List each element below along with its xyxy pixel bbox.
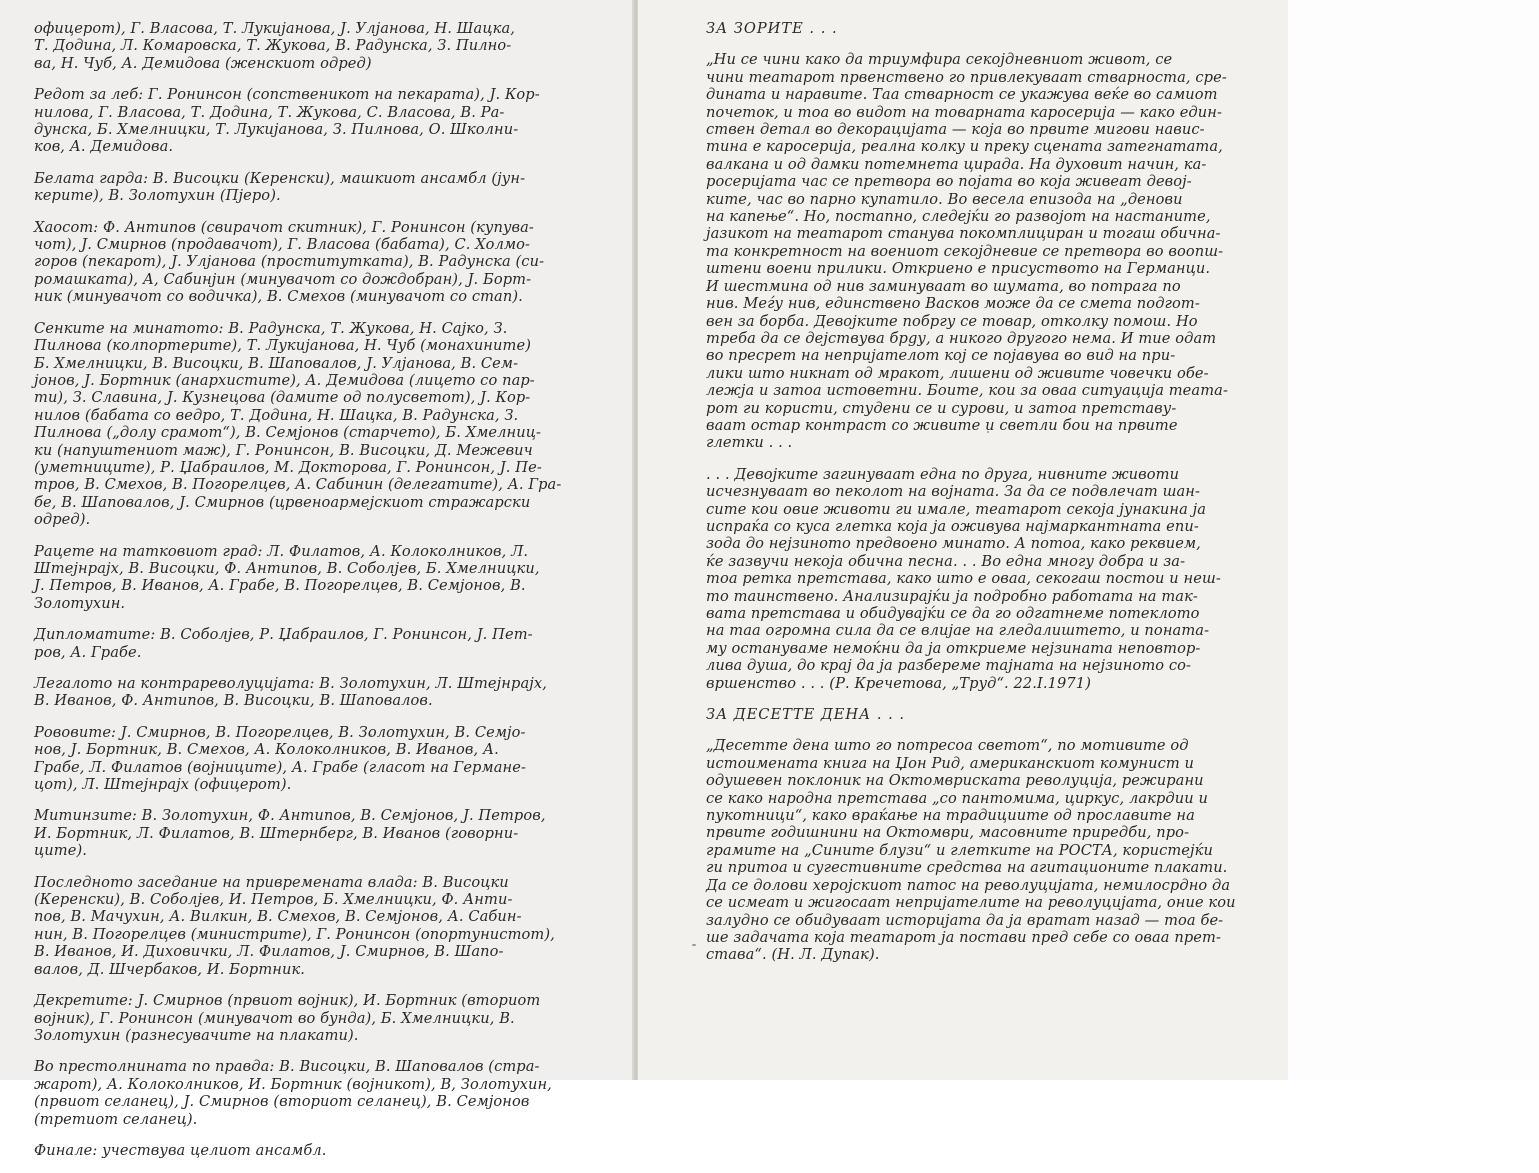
cast-paragraph: [34, 219, 556, 306]
text-line: Дипломатите: В. Соболјев, Р. Џабраилов, Г. Ронинсон, Ј. Пет-: [34, 626, 533, 644]
text-line: (првиот селанец), Ј. Смирнов (вториот селанец), В. Семјонов: [34, 1093, 530, 1111]
text-line: залудно се обидуваат историјата да ја вратат назад — тоа бе-: [706, 911, 1224, 929]
text-line: Б. Хмелницки, В. Висоцки, В. Шаповалов, Ј. Улјанова, В. Сем-: [34, 354, 519, 372]
text-line: вата претстава и обидувајќи се да го одгатнеме потеклото: [706, 605, 1200, 622]
text-line: офицерот), Г. Власова, Т. Лукијанова, Ј. Улјанова, Н. Шацка,: [34, 20, 515, 37]
text-line: Легалото на контрареволуцијата: В. Золотухин, Л. Штејнрајх,: [34, 675, 547, 692]
text-line: Митинзите: В. Золотухин, Ф. Антипов, В. Семјонов, Ј. Петров,: [34, 807, 546, 825]
text-line: керите), В. Золотухин (Пјеро).: [34, 187, 281, 205]
cast-paragraph: [34, 874, 556, 978]
text-line: нив. Меѓу нив, единствено Васков може да се смета подгот-: [706, 295, 1200, 313]
text-line: Золотухин (разнесувачите на плакати).: [34, 1026, 359, 1044]
text-line: почеток, и тоа во видот на товарната каросерија — како един-: [706, 103, 1223, 121]
text-line: (Керенски), В. Соболјев, И. Петров, Б. Хмелницки, Ф. Анти-: [34, 891, 513, 909]
text-line: се исмеат и жигосаат непријателите на револуцијата, оние кои: [706, 894, 1236, 912]
cast-paragraph: [34, 992, 556, 1044]
text-line: треба да се дејствува брgу, а никого другого нема. И тие одат: [706, 329, 1217, 347]
text-line: чот), Ј. Смирнов (продавачот), Г. Власова (бабата), С. Холмо-: [34, 236, 531, 254]
text-line: глетки . . .: [706, 434, 793, 452]
text-line: се како народна претстава „со пантомима, циркус, лакрдии и: [706, 789, 1208, 807]
text-line: ник (минувачот со водичка), В. Смехов (минувачот со стап).: [34, 288, 523, 306]
text-line: Хаосот: Ф. Антипов (свирачот скитник), Г. Ронинсон (купува-: [34, 218, 534, 236]
text-line: нин, В. Погорелцев (министрите), Г. Ронинсон (опортунистот),: [34, 925, 555, 943]
text-line: ров, А. Грабе.: [34, 643, 142, 661]
text-line: испраќа со куса глетка која ја оживува најмаркантната епи-: [706, 517, 1199, 535]
text-line: пов, В. Мачухин, А. Вилкин, В. Смехов, В. Семјонов, А. Сабин-: [34, 908, 522, 926]
text-line: јазикот на театарот станува покомплициран и тогаш обична-: [706, 225, 1221, 243]
text-line: на таа огромна сила да се влијае на гледалиштето, и поната-: [706, 622, 1210, 640]
cast-paragraph: [34, 626, 556, 661]
text-line: тров, В. Смехов, В. Погорелцев, А. Сабинин (делегатите), А. Гра-: [34, 476, 562, 494]
cast-paragraph: [34, 86, 556, 156]
text-line: И шестмина од нив заминуваат во шумата, во потрага по: [706, 277, 1181, 295]
text-line: во пресрет на непријателот кој се појавува во вид на при-: [706, 347, 1176, 365]
review-paragraph: [706, 466, 1230, 692]
text-line: ки (напуштениот маж), Г. Ронинсон, В. Висоцки, Д. Межевич: [34, 441, 533, 459]
text-line: В. Иванов, И. Диховички, Л. Филатов, Ј. Смирнов, В. Шапо-: [34, 943, 504, 961]
text-line: ти), З. Славина, Ј. Кузнецова (дамите од полусветот), Ј. Кор-: [34, 389, 531, 407]
text-line: Сенките на минатото: В. Радунска, Т. Жукова, Н. Сајко, З.: [34, 319, 508, 337]
text-line: ствен детал во декорацијата — која во првите мигови навис-: [706, 121, 1205, 139]
text-line: војник), Г. Ронинсон (минувачот во бунда), Б. Хмелницки, В.: [34, 1009, 515, 1027]
text-line: нов, Ј. Бортник, В. Смехов, А. Колоколников, В. Иванов, А.: [34, 741, 499, 759]
cast-paragraph: [34, 170, 556, 205]
text-line: Штејнрајх, В. Висоцки, Ф. Антипов, В. Соболјев, Б. Хмелницки,: [34, 559, 540, 577]
text-line: првите годишнини на Октомври, масовните приредби, про-: [706, 824, 1190, 842]
text-line: Ј. Петров, В. Иванов, А. Грабе, В. Погорелцев, В. Семјонов, В.: [34, 577, 526, 595]
cast-paragraph: [34, 724, 556, 794]
text-line: ва, Н. Чуб, А. Демидова (женскиот одред): [34, 54, 372, 72]
text-line: рот ги користи, студени се и сурови, и затоа претставу-: [706, 399, 1177, 417]
text-line: ваат остар контраст со живите и светли бои на првите: [706, 416, 1178, 434]
text-line: И. Бортник, Л. Филатов, В. Штернберг, В. Иванов (говорни-: [34, 824, 519, 842]
text-line: цот), Л. Штејнрајх (офицерот).: [34, 776, 292, 794]
cast-paragraph: [34, 1142, 556, 1159]
cast-list-column: [34, 20, 562, 1173]
text-line: лики што никнат од мракот, лишени од живите човечки обе-: [706, 364, 1209, 382]
text-line: „Ни се чини како да триумфира секојдневниот живот, се: [706, 51, 1173, 69]
section-deset-dena-body: [706, 737, 1236, 964]
text-line: Декретите: Ј. Смирнов (првиот војник), И. Бортник (вториот: [34, 992, 541, 1010]
text-line: Во престолнината по правда: В. Висоцки, В. Шаповалов (стра-: [34, 1058, 540, 1076]
text-line: . . . Девојките загинуваат една по друга, нивните животи: [706, 465, 1180, 483]
text-line: В. Иванов, Ф. Антипов, В. Висоцки, В. Шаповалов.: [34, 692, 433, 710]
text-line: валкана и од дамки потемнета цирада. На духовит начин, ка-: [706, 155, 1207, 173]
text-line: вршенство . . . (Р. Кречетова, „Труд“. 22.I.1971): [706, 674, 1091, 692]
section-heading-deset-dena: ЗА ДЕСЕТТЕ ДЕНА . . .: [706, 706, 906, 724]
text-line: дината и наравите. Таа стварност се укажува веќе во самиот: [706, 86, 1218, 104]
text-line: сите кои овие животи ги имале, театарот секоја јунакина ја: [706, 500, 1207, 518]
text-line: Последното заседание на привремената влада: В. Висоцки: [34, 873, 509, 891]
text-line: Белата гарда: В. Висоцки (Керенски), машкиот ансамбл (јун-: [34, 169, 526, 187]
text-line: ков, А. Демидова.: [34, 138, 174, 156]
text-line: истоимената книга на Џон Рид, американскиот комунист и: [706, 754, 1195, 772]
text-line: лежја и затоа истоветни. Боите, кои за оваа ситуација театa-: [706, 382, 1228, 400]
text-line: бе, В. Шаповалов, Ј. Смирнов (црвеноармејскиот стражарски: [34, 493, 531, 511]
text-line: на капење“. Но, постапно, следејќи го развојот на настаните,: [706, 208, 1211, 226]
text-line: Грабе, Л. Филатов (војниците), А. Грабе (гласот на Германе-: [34, 758, 526, 776]
cast-paragraph: [34, 543, 556, 613]
text-line: нилов (бабата со ведро, Т. Додина, Н. Шацка, В. Радунска, З.: [34, 406, 519, 424]
text-line: (уметниците), Р. Џабраилов, М. Докторова, Г. Ронинсон, Ј. Пе-: [34, 458, 542, 476]
text-line: Золотухин.: [34, 594, 126, 612]
text-line: та конкретност на воениот секојдневие се претвора во воопш-: [706, 242, 1224, 260]
text-line: му остануваме немоќни да ја откриеме нејзината неповтор-: [706, 639, 1201, 657]
text-line: јонов, Ј. Бортник (анархистите), А. Демидова (лицето со пар-: [34, 371, 535, 389]
text-line: горов (пекарот), Ј. Улјанова (проститутката), В. Радунска (си-: [34, 253, 545, 271]
text-line: Да се долови херојскиот патос на револуцијата, немилосрдно да: [706, 876, 1231, 894]
section-zorite-body: [706, 51, 1230, 692]
text-line: ците).: [34, 842, 87, 860]
text-line: дунска, Б. Хмелницки, Т. Лукијанова, З. Пилнова, О. Школни-: [34, 121, 519, 139]
text-line: (третиот селанец).: [34, 1110, 198, 1128]
background-margin: [1288, 0, 1539, 1080]
reviews-column: [706, 20, 1236, 978]
cast-paragraph: [34, 807, 556, 859]
cast-paragraph: [34, 20, 556, 72]
text-line: чини театарот првенствено го привлекуваат стварноста, сре-: [706, 68, 1227, 86]
text-line: исчезнуваат во пеколот на војната. За да се подвлечат шан-: [706, 483, 1201, 501]
text-line: вен за борба. Девојките побргу се товар, отколку помош. Но: [706, 312, 1198, 330]
cast-paragraph: [34, 675, 556, 710]
text-line: лива душа, до крај да ја разбереме тајната на нејзиното со-: [706, 657, 1192, 675]
cast-paragraph: [34, 319, 562, 529]
text-line: то таинствено. Анализирајќи ја подробно работата на так-: [706, 587, 1198, 605]
text-line: валов, Д. Шчербаков, И. Бортник.: [34, 960, 306, 978]
paper-speck: [692, 944, 696, 946]
text-line: ги притоа и сугестивните средства на агитационите плакати.: [706, 859, 1228, 877]
review-paragraph: [706, 51, 1230, 451]
text-line: нилова, Г. Власова, Т. Додина, Т. Жукова, С. Власова, В. Ра-: [34, 103, 505, 121]
text-line: става“. (Н. Л. Дупак).: [706, 946, 880, 964]
text-line: Пилнова (колпортерите), Т. Лукијанова, Н. Чуб (монахините): [34, 337, 531, 355]
text-line: зода до нејзиното предвоено минато. А потоа, како реквием,: [706, 535, 1201, 553]
text-line: жарот), А. Колоколников, И. Бортник (војникот), В, Золотухин,: [34, 1075, 552, 1093]
text-line: Рововите: Ј. Смирнов, В. Погорелцев, В. Золотухин, В. Семјо-: [34, 723, 526, 741]
text-line: Рацете на татковиот град: Л. Филатов, А. Колоколников, Л.: [34, 542, 529, 560]
text-line: ромашката), А, Сабинјин (минувачот со дождобран), Ј. Борт-: [34, 270, 532, 288]
text-line: Пилнова („долу срамот“), В. Семјонов (старчето), Б. Хмелниц-: [34, 424, 542, 442]
cast-paragraph: [34, 1058, 556, 1128]
text-line: тоа ретка претстава, како што е оваа, секогаш постои и неш-: [706, 570, 1221, 588]
text-line: росеријата час се претвора во појата во која живеат девој-: [706, 173, 1192, 191]
text-line: Редот за леб: Г. Ронинсон (сопственикот на пекарата), Ј. Кор-: [34, 86, 540, 104]
text-line: одред).: [34, 511, 91, 529]
text-line: Финале: учествува целиот ансамбл.: [34, 1141, 327, 1159]
text-line: Т. Додина, Л. Комаровска, Т. Жукова, В. Радунска, З. Пилно-: [34, 37, 512, 55]
text-line: тина е каросерија, реална колку и преку сцената затегнатата,: [706, 138, 1223, 156]
text-line: „Десетте дена што го потресоа светот“, по мотивите од: [706, 737, 1189, 755]
text-line: ките, час во парно купатило. Во весела епизода на „денови: [706, 190, 1183, 208]
text-line: штени воени прилики. Откриено е присуството на Германци.: [706, 260, 1211, 278]
review-paragraph: [706, 737, 1236, 964]
text-line: ше задачата која театарот ја постави пред себе со оваа прет-: [706, 928, 1221, 946]
section-heading-zorite: ЗА ЗОРИТЕ . . .: [706, 20, 838, 37]
text-line: одушевен поклоник на Октомвриската револуција, режирани: [706, 772, 1204, 790]
text-line: ќе зазвучи некоја обична песна. . . Во една многу добра и за-: [706, 552, 1186, 570]
text-line: грамите на „Сините блузи“ и глетките на РОСТА, користејќи: [706, 841, 1213, 859]
text-line: пукотници“, како враќање на традициите од прославите на: [706, 807, 1195, 825]
